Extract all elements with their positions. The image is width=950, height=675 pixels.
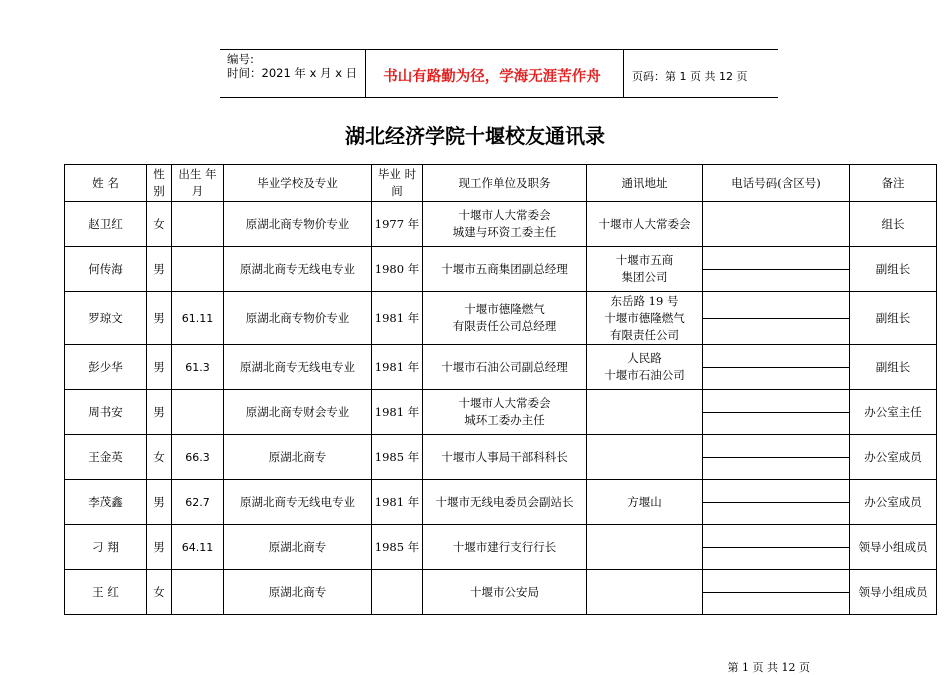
cell-phone	[703, 525, 850, 570]
cell-phone	[703, 247, 850, 292]
document-header	[220, 49, 778, 98]
cell-name: 周书安	[65, 390, 147, 435]
cell-school: 原湖北商专无线电专业	[224, 480, 372, 525]
cell-gender: 女	[147, 202, 172, 247]
cell-phone	[703, 202, 850, 247]
cell-school: 原湖北商专无线电专业	[224, 345, 372, 390]
cell-note: 组长	[850, 202, 937, 247]
cell-phone	[703, 292, 850, 345]
col-birth-header: 出生 年月	[172, 165, 224, 202]
cell-work: 十堰市人大常委会 城建与环资工委主任	[423, 202, 587, 247]
cell-name: 王金英	[65, 435, 147, 480]
cell-birth: 61.3	[172, 345, 224, 390]
phone-split-line	[703, 547, 849, 548]
cell-phone	[703, 435, 850, 480]
cell-gender: 女	[147, 570, 172, 615]
phone-split-line	[703, 269, 849, 270]
table-row	[65, 570, 937, 615]
cell-note: 办公室主任	[850, 390, 937, 435]
cell-name: 赵卫红	[65, 202, 147, 247]
cell-birth: 66.3	[172, 435, 224, 480]
phone-split-line	[703, 367, 849, 368]
cell-address	[587, 525, 703, 570]
cell-school: 原湖北商专财会专业	[224, 390, 372, 435]
cell-school: 原湖北商专	[224, 525, 372, 570]
cell-school: 原湖北商专物价专业	[224, 292, 372, 345]
cell-name: 罗琼文	[65, 292, 147, 345]
cell-note: 副组长	[850, 247, 937, 292]
cell-grad: 1981 年	[372, 390, 423, 435]
cell-name: 李茂鑫	[65, 480, 147, 525]
cell-address	[587, 435, 703, 480]
alumni-table	[64, 164, 937, 615]
table-row	[65, 345, 937, 390]
code-label: 编号:	[227, 52, 254, 66]
cell-work: 十堰市无线电委员会副站长	[423, 480, 587, 525]
cell-note: 领导小组成员	[850, 570, 937, 615]
cell-grad	[372, 570, 423, 615]
cell-note: 办公室成员	[850, 435, 937, 480]
cell-address: 东岳路 19 号 十堰市德隆燃气 有限责任公司	[587, 292, 703, 345]
cell-address: 人民路 十堰市石油公司	[587, 345, 703, 390]
cell-address: 十堰市人大常委会	[587, 202, 703, 247]
table-header-row	[65, 165, 937, 202]
page-footer: 第 1 页 共 12 页	[727, 661, 810, 674]
col-work-header: 现工作单位及职务	[423, 165, 587, 202]
table-row	[65, 390, 937, 435]
cell-address	[587, 570, 703, 615]
cell-gender: 男	[147, 345, 172, 390]
page-title: 湖北经济学院十堰校友通讯录	[345, 124, 605, 148]
col-grad-header: 毕业 时间	[372, 165, 423, 202]
phone-split-line	[703, 592, 849, 593]
cell-school: 原湖北商专无线电专业	[224, 247, 372, 292]
col-phone-header: 电话号码(含区号)	[703, 165, 850, 202]
cell-note: 领导小组成员	[850, 525, 937, 570]
col-note-header: 备注	[850, 165, 937, 202]
col-gender-header: 性 别	[147, 165, 172, 202]
cell-name: 何传海	[65, 247, 147, 292]
phone-split-line	[703, 318, 849, 319]
table-row	[65, 525, 937, 570]
header-motto: 书山有路勤为径，学海无涯苦作舟	[383, 69, 601, 85]
cell-name: 王 红	[65, 570, 147, 615]
cell-grad: 1985 年	[372, 525, 423, 570]
col-address-header: 通讯地址	[587, 165, 703, 202]
header-divider	[365, 50, 366, 97]
cell-work: 十堰市德隆燃气 有限责任公司总经理	[423, 292, 587, 345]
cell-note: 副组长	[850, 345, 937, 390]
table-row	[65, 247, 937, 292]
table-row	[65, 480, 937, 525]
col-name-header: 姓 名	[65, 165, 147, 202]
cell-work: 十堰市五商集团副总经理	[423, 247, 587, 292]
cell-address	[587, 390, 703, 435]
cell-gender: 男	[147, 247, 172, 292]
phone-split-line	[703, 457, 849, 458]
cell-phone	[703, 390, 850, 435]
cell-grad: 1977 年	[372, 202, 423, 247]
col-school-header: 毕业学校及专业	[224, 165, 372, 202]
time-label: 时间：2021 年 x 月 x 日	[227, 66, 358, 80]
cell-phone	[703, 570, 850, 615]
cell-work: 十堰市石油公司副总经理	[423, 345, 587, 390]
cell-work: 十堰市公安局	[423, 570, 587, 615]
cell-name: 彭少华	[65, 345, 147, 390]
cell-note: 办公室成员	[850, 480, 937, 525]
cell-school: 原湖北商专物价专业	[224, 202, 372, 247]
cell-gender: 男	[147, 390, 172, 435]
cell-grad: 1981 年	[372, 345, 423, 390]
cell-school: 原湖北商专	[224, 435, 372, 480]
cell-birth	[172, 390, 224, 435]
cell-gender: 男	[147, 292, 172, 345]
cell-birth	[172, 202, 224, 247]
cell-gender: 女	[147, 435, 172, 480]
cell-grad: 1981 年	[372, 480, 423, 525]
cell-note: 副组长	[850, 292, 937, 345]
cell-work: 十堰市建行支行行长	[423, 525, 587, 570]
cell-phone	[703, 345, 850, 390]
cell-work: 十堰市人事局干部科科长	[423, 435, 587, 480]
cell-phone	[703, 480, 850, 525]
phone-split-line	[703, 502, 849, 503]
cell-grad: 1985 年	[372, 435, 423, 480]
cell-grad: 1981 年	[372, 292, 423, 345]
cell-grad: 1980 年	[372, 247, 423, 292]
cell-birth	[172, 570, 224, 615]
header-divider	[623, 50, 624, 97]
cell-work: 十堰市人大常委会 城环工委办主任	[423, 390, 587, 435]
cell-birth: 62.7	[172, 480, 224, 525]
table-row	[65, 292, 937, 345]
cell-address: 十堰市五商 集团公司	[587, 247, 703, 292]
cell-birth: 61.11	[172, 292, 224, 345]
cell-birth: 64.11	[172, 525, 224, 570]
cell-gender: 男	[147, 525, 172, 570]
table-row	[65, 202, 937, 247]
header-meta	[227, 52, 357, 80]
cell-birth	[172, 247, 224, 292]
cell-name: 刁 翔	[65, 525, 147, 570]
table-row	[65, 435, 937, 480]
phone-split-line	[703, 412, 849, 413]
cell-address: 方堰山	[587, 480, 703, 525]
header-page-info: 页码：第 1 页 共 12 页	[632, 70, 748, 83]
cell-gender: 男	[147, 480, 172, 525]
cell-school: 原湖北商专	[224, 570, 372, 615]
